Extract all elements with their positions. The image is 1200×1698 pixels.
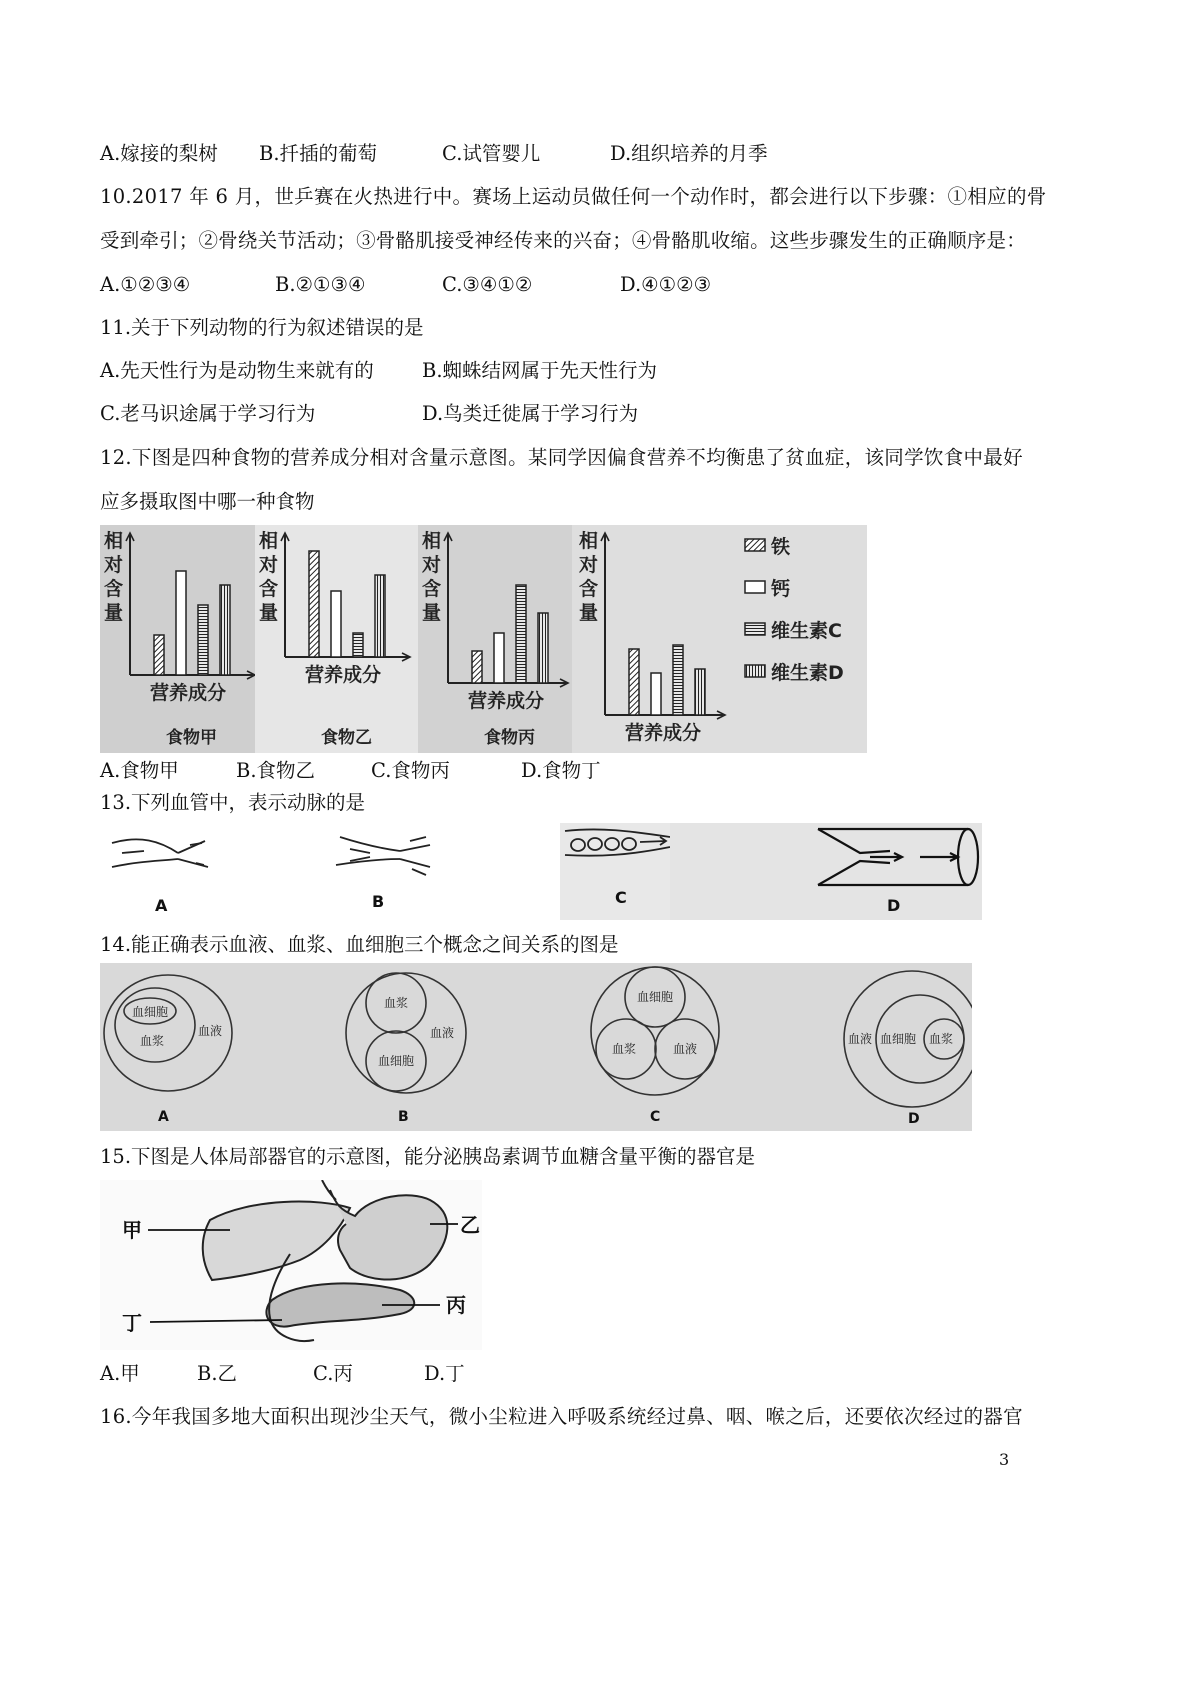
q13-figure [100,823,982,920]
page-number: 3 [999,1450,1010,1469]
bar-维生素C [353,633,363,657]
q14-svg [100,963,972,1131]
legend-swatch [745,539,765,551]
label-d: D [887,896,901,915]
q9-option-c: C.试管婴儿 [442,142,541,165]
label-a: A [155,896,168,915]
q12-option-c: C.食物丙 [371,759,450,782]
legend-label: 铁 [771,536,791,558]
q11-option-c: C.老马识途属于学习行为 [100,402,316,425]
organ-stomach [322,1180,447,1280]
q9-option-d: D.组织培养的月季 [610,142,768,165]
vessel-a [112,839,208,867]
a-xue-ye: 血液 [198,1024,223,1038]
q13-stem: 13.下列血管中，表示动脉的是 [100,791,366,814]
bar-钙 [331,591,341,657]
bar-铁 [309,551,319,657]
y-axis-label-char: 对 [259,554,279,576]
y-axis-label-char: 含 [579,578,599,600]
legend-label: 钙 [771,578,791,600]
q11-option-b: B.蜘蛛结网属于先天性行为 [422,359,658,382]
bar-维生素D [695,669,705,715]
q11-option-d: D.鸟类迁徙属于学习行为 [422,402,639,425]
food-label: 食物乙 [321,728,372,748]
bar-维生素C [516,585,526,683]
label-d: D [908,1111,920,1127]
q16-stem: 16.今年我国多地大面积出现沙尘天气，微小尘粒进入呼吸系统经过鼻、咽、喉之后，还要依次经过的器官 [100,1405,1023,1428]
y-axis-label-char: 对 [104,554,124,576]
bar-铁 [154,635,164,675]
q15-option-a: A.甲 [100,1362,140,1385]
y-axis-label-char: 相 [104,530,124,552]
bar-维生素D [220,585,230,675]
y-axis-label-char: 对 [579,554,599,576]
y-axis-label-char: 相 [259,530,279,552]
bar-维生素D [375,575,385,657]
a-xue-jiang: 血浆 [140,1034,165,1048]
y-axis-label-char: 含 [422,578,442,600]
d-xue-xi-bao: 血细胞 [880,1032,917,1046]
y-axis-label-char: 对 [422,554,442,576]
legend-label: 维生素C [771,620,842,642]
q10-stem-line1: 10.2017 年 6 月，世乒赛在火热进行中。赛场上运动员做任何一个动作时，都会进行以下步骤：①相应的骨 [100,185,1047,208]
organ-liver [203,1202,350,1280]
label-ding: 丁 [122,1311,142,1335]
label-b: B [372,892,385,911]
bar-维生素C [673,645,683,715]
b-xue-ye: 血液 [430,1026,455,1040]
q10-option-d: D.④①②③ [620,273,712,296]
q13-svg [100,823,982,920]
b-xue-jiang: 血浆 [384,996,409,1010]
bar-钙 [494,633,504,683]
d-xue-jiang: 血浆 [929,1032,954,1046]
legend-swatch [745,665,765,677]
x-axis-label: 营养成分 [468,690,545,712]
c-xue-ye: 血液 [673,1042,698,1056]
q15-option-d: D.丁 [424,1362,465,1385]
q10-option-a: A.①②③④ [100,273,191,296]
q12-figure [100,525,867,753]
q12-stem-line2: 应多摄取图中哪一种食物 [100,490,315,513]
y-axis-label-char: 量 [579,602,599,624]
q14-figure [100,963,972,1131]
q10-stem-line2: 受到牵引；②骨绕关节活动；③骨骼肌接受神经传来的兴奋；④骨骼肌收缩。这些步骤发生的正确顺序是： [100,229,1026,252]
q11-stem: 11.关于下列动物的行为叙述错误的是 [100,316,424,339]
q12-stem-line1: 12.下图是四种食物的营养成分相对含量示意图。某同学因偏食营养不均衡患了贫血症，该同学饮食中最好 [100,446,1023,469]
y-axis-label-char: 量 [104,602,124,624]
q12-chart-svg [100,525,867,753]
y-axis-label-char: 量 [422,602,442,624]
c-xue-jiang: 血浆 [612,1042,637,1056]
q9-option-b: B.扦插的葡萄 [259,142,378,165]
q11-option-a: A.先天性行为是动物生来就有的 [100,359,374,382]
label-b: B [398,1109,409,1125]
q10-option-c: C.③④①② [442,273,533,296]
legend-label: 维生素D [771,662,844,684]
d-xue-ye: 血液 [848,1032,873,1046]
legend-swatch [745,581,765,593]
label-a: A [158,1109,169,1125]
x-axis-label: 营养成分 [625,722,702,744]
y-axis-label-char: 含 [259,578,279,600]
legend-swatch [745,623,765,635]
q15-option-c: C.丙 [313,1362,353,1385]
y-axis-label-char: 相 [422,530,442,552]
q12-option-d: D.食物丁 [521,759,601,782]
q15-figure [100,1180,482,1350]
bar-维生素D [538,613,548,683]
q15-stem: 15.下图是人体局部器官的示意图，能分泌胰岛素调节血糖含量平衡的器官是 [100,1145,756,1168]
q9-option-a: A.嫁接的梨树 [100,142,218,165]
bar-铁 [472,651,482,683]
q12-option-a: A.食物甲 [100,759,179,782]
bar-钙 [176,571,186,675]
bar-铁 [629,649,639,715]
x-axis-label: 营养成分 [305,664,382,686]
bar-钙 [651,673,661,715]
a-xue-xi-bao: 血细胞 [132,1005,169,1019]
q10-option-b: B.②①③④ [275,273,366,296]
y-axis-label-char: 含 [104,578,124,600]
b-xue-xi-bao: 血细胞 [378,1054,415,1068]
y-axis-label-char: 量 [259,602,279,624]
label-jia: 甲 [122,1218,142,1242]
c-xue-xi-bao: 血细胞 [637,990,674,1004]
diagram-c [591,967,719,1095]
label-c: C [650,1109,661,1125]
bar-维生素C [198,605,208,675]
food-label: 食物丙 [484,728,535,748]
q12-option-b: B.食物乙 [236,759,316,782]
label-c: C [615,888,627,907]
label-yi: 乙 [460,1213,480,1237]
label-bing: 丙 [446,1293,466,1317]
q14-stem: 14.能正确表示血液、血浆、血细胞三个概念之间关系的图是 [100,933,619,956]
q15-svg [100,1180,482,1350]
food-label: 食物甲 [166,728,217,748]
y-axis-label-char: 相 [579,530,599,552]
q15-option-b: B.乙 [197,1362,238,1385]
vessel-b [336,837,430,875]
x-axis-label: 营养成分 [150,682,227,704]
